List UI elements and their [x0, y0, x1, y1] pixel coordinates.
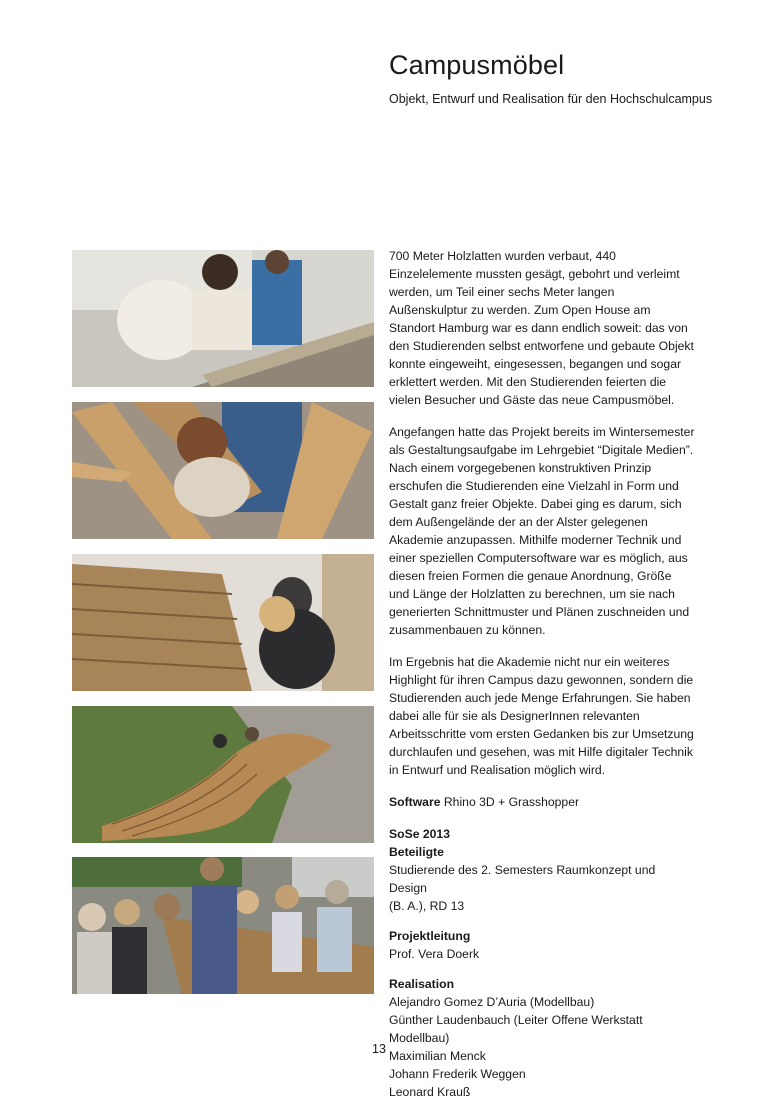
realisation-heading: Realisation	[389, 977, 455, 991]
software-info	[389, 793, 695, 811]
project-lead-name: Prof. Vera Doerk	[389, 947, 480, 961]
photo-visitors-on-bench	[72, 857, 374, 994]
photo-finished-campus-bench	[72, 706, 374, 843]
participants-heading: Beteiligte	[389, 845, 444, 859]
software-label: Software	[389, 795, 441, 809]
paragraph-intro: 700 Meter Holzlatten wurden verbaut, 440 Einzelelemente mussten gesägt, gebohrt und verleimt werden, um Teil einer sechs Meter langen Außenskulptur zu werden. Zum Open House am Standort Hamburg war es dann endlich soweit: das von den Studierenden selbst entworfene und gebaute Objekt konnte eingeweiht, eingesessen, begangen und sogar erklettert werden. Mit den Studierenden feierten die vielen Besucher und Gäste das neue Campusmöbel.	[389, 249, 694, 407]
realisation-person: Günther Laudenbauch (Leiter Offene Werkstatt Modellbau)	[389, 1013, 643, 1045]
photo-student-assembling-frame	[72, 402, 374, 539]
software-value: Rhino 3D + Grasshopper	[443, 795, 580, 809]
realisation-block	[389, 975, 695, 1101]
participants-block	[389, 825, 695, 915]
project-lead-block	[389, 927, 695, 963]
semester-label: SoSe 2013	[389, 827, 450, 841]
participants-line: Studierende des 2. Semesters Raumkonzept und Design	[389, 863, 656, 895]
paragraph-result: Im Ergebnis hat die Akademie nicht nur ein weiteres Highlight für ihren Campus dazu gewonnen, sondern die Studierenden auch jede Menge Erfahrungen. Sie haben dabei alle für sie als DesignerInnen relevanten Arbeitsschritte vom ersten Gedanken bis zur Umsetzung durchlaufen und gesehen, was mit Hilfe digitaler Technik in Entwurf und Realisation möglich wird.	[389, 655, 694, 777]
photo-students-measuring-wood	[72, 250, 374, 387]
realisation-person: Johann Frederik Weggen	[389, 1067, 526, 1081]
page-title: Campusmöbel	[389, 50, 565, 80]
photo-students-building-bench	[72, 554, 374, 691]
page-number: 13	[372, 1042, 386, 1056]
article-body	[389, 247, 695, 1113]
realisation-person: Maximilian Menck	[389, 1049, 486, 1063]
realisation-person: Leonard Krauß	[389, 1085, 471, 1099]
realisation-person: Alejandro Gomez D’Auria (Modellbau)	[389, 995, 595, 1009]
paragraph-project-origin: Angefangen hatte das Projekt bereits im Wintersemester als Gestaltungsaufgabe im Lehrgebiet “Digitale Medien”. Nach einem vorgegebenen konstruktiven Prinzip erschufen die Studierenden eine Vielzahl in Form und Gestalt ganz freier Objekte. Dabei ging es darum, sich dem Außengelände der an der Alster gelegenen Akademie anzupassen. Mithilfe moderner Technik und einer speziellen Computersoftware war es möglich, aus diesen freien Formen die genaue Anordnung, Größe und Länge der Holzlatten zu berechnen, um sie nach generierten Schnittmuster und Plänen zuschneiden und zusammenbauen zu können.	[389, 425, 695, 637]
project-lead-heading: Projektleitung	[389, 929, 471, 943]
participants-line: (B. A.), RD 13	[389, 899, 465, 913]
page-subtitle: Objekt, Entwurf und Realisation für den Hochschulcampus	[389, 92, 713, 106]
